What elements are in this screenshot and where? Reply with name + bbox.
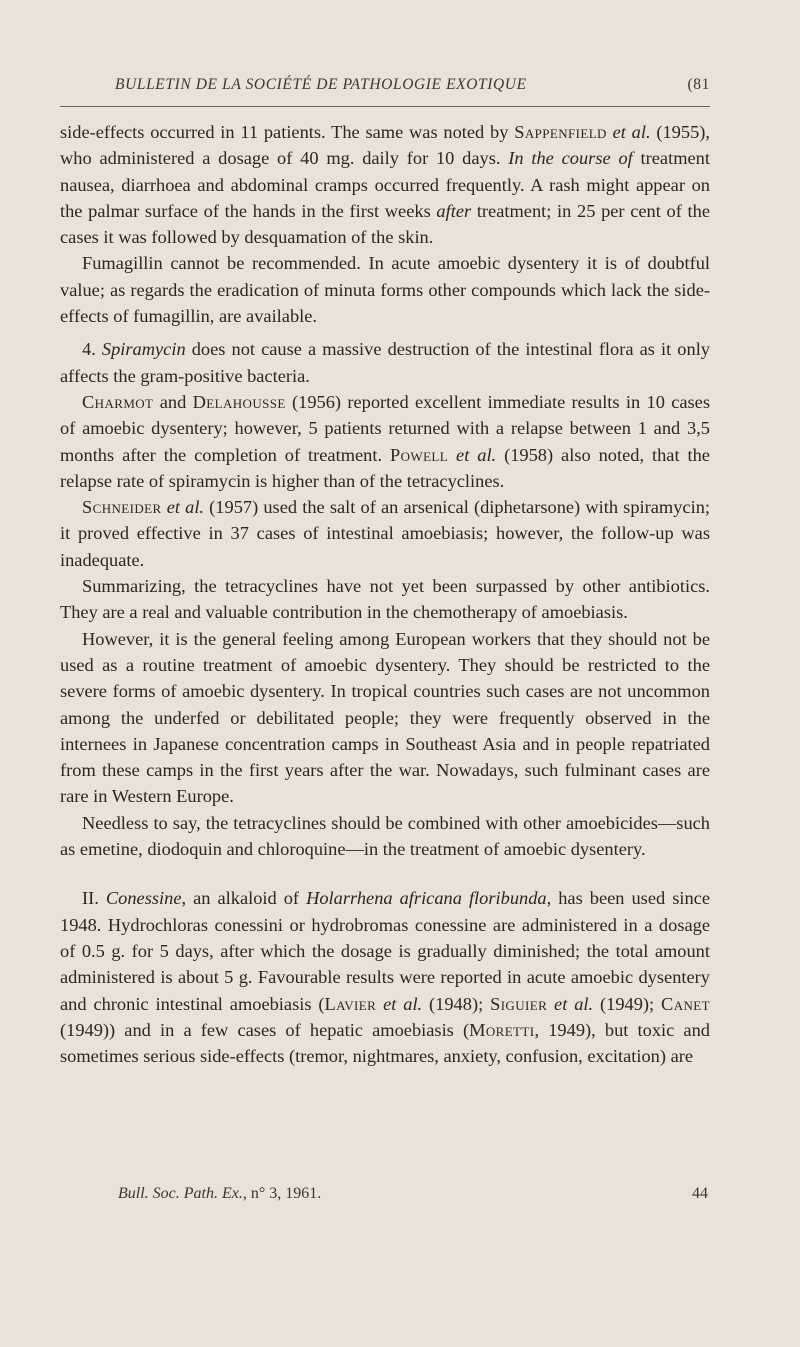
author-name: Moretti [469,1019,535,1040]
paragraph-needless: Needless to say, the tetracyclines should be combined with other amoebicides—such as emetine, diodoquin and chloroquine—in the treatment of amoebic dysentery. [60,812,710,860]
running-head [60,76,710,102]
paragraph-summarizing: Summarizing, the tetracyclines have not yet been surpassed by other antibiotics. They are a real and valuable contribution in the chemotherapy of amoebiasis. [60,576,710,623]
paragraph-spiramycin: 4. Spiramycin does not cause a massive destruction of the intestinal flora as it only affects the gram-positive bacteria. [60,339,710,386]
paragraph-charmot: Charmot and Delahousse (1956) reported excellent immediate results in 10 cases of amoebic dysentery; however, 5 patients returned with a relapse between 1 and 3,5 months after the completion of treatment. Powell et al. (1958) also noted, that the relapse rate of spiramycin is higher than of the tetracyclines. [60,391,711,491]
journal-abbreviation: Bull. Soc. Path. Ex. [118,1185,243,1202]
author-name: Sappenfield [514,122,607,142]
article-body [60,119,710,1069]
paragraph-schneider: Schneider et al. (1957) used the salt of an arsenical (diphetarsone) with spiramycin; it proved effective in 37 cases of intestinal amoebiasis; however, the follow-up was inadequate. [60,497,710,570]
paragraph-however: However, it is the general feeling among European workers that they should not be used as a routine treatment of amoebic dysentery. They should be restricted to the severe forms of amoebic dysentery. In tropical countries such cases are not uncommon among the underfed or debilitated people; they were frequently observed in the internees in Japanese concentration camps in Southeast Asia and in people repatriated from these camps in the first years after the war. Nowadays, such fulminant cases are rare in Western Europe. [60,628,710,807]
author-name: Powell [390,444,449,465]
paragraph-fumagillin: Fumagillin cannot be recommended. In acute amoebic dysentery it is of doubtful value; as regards the eradication of minuta forms other compounds which lack the side-effects of fumagillin, are available. [60,253,710,327]
paragraph-conessine: II. Conessine, an alkaloid of Holarrhena africana floribunda, has been used since 1948. Hydrochloras conessini or hydrobromas conessine are administered in a dosage of 0.5 g. for 5 days, after which the dosage is gradually diminished; the total amount administered is about 5 g. Favourable results were reported in acute amoebic dysentery and chronic intestinal amoebiasis (Lavier et al. (1948); Siguier et al. (1949); Canet (1949)) and in a few cases of hepatic amoebiasis (Moretti, 1949), but toxic and sometimes serious side-effects (tremor, nightmares, anxiety, confusion, excitation) are [60,888,711,1067]
author-name: Siguier [490,993,548,1014]
paragraph-side-effects: side-effects occurred in 11 patients. The same was noted by Sappenfield et al. (1955), who administered a dosage of 40 mg. daily for 10 days. In the course of treatment nausea, diarrhoea and abdominal cramps occurred frequently. A rash might appear on the palmar surface of the hands in the first weeks after treatment; in 25 per cent of the cases it was followed by desquamation of the skin. [60,122,710,248]
page-number: (81 [687,76,710,93]
author-name: Charmot [82,391,154,412]
header-rule [60,106,710,107]
author-name: Schneider [82,497,162,518]
author-name: Lavier [324,993,377,1014]
footer-citation: Bull. Soc. Path. Ex., n° 3, 1961. 44 [118,1185,708,1202]
author-name: Canet [661,993,710,1014]
author-name: Delahousse [192,391,286,412]
journal-title: BULLETIN DE LA SOCIÉTÉ DE PATHOLOGIE EXOTIQUE [115,76,527,93]
signature-number: 44 [692,1185,708,1202]
